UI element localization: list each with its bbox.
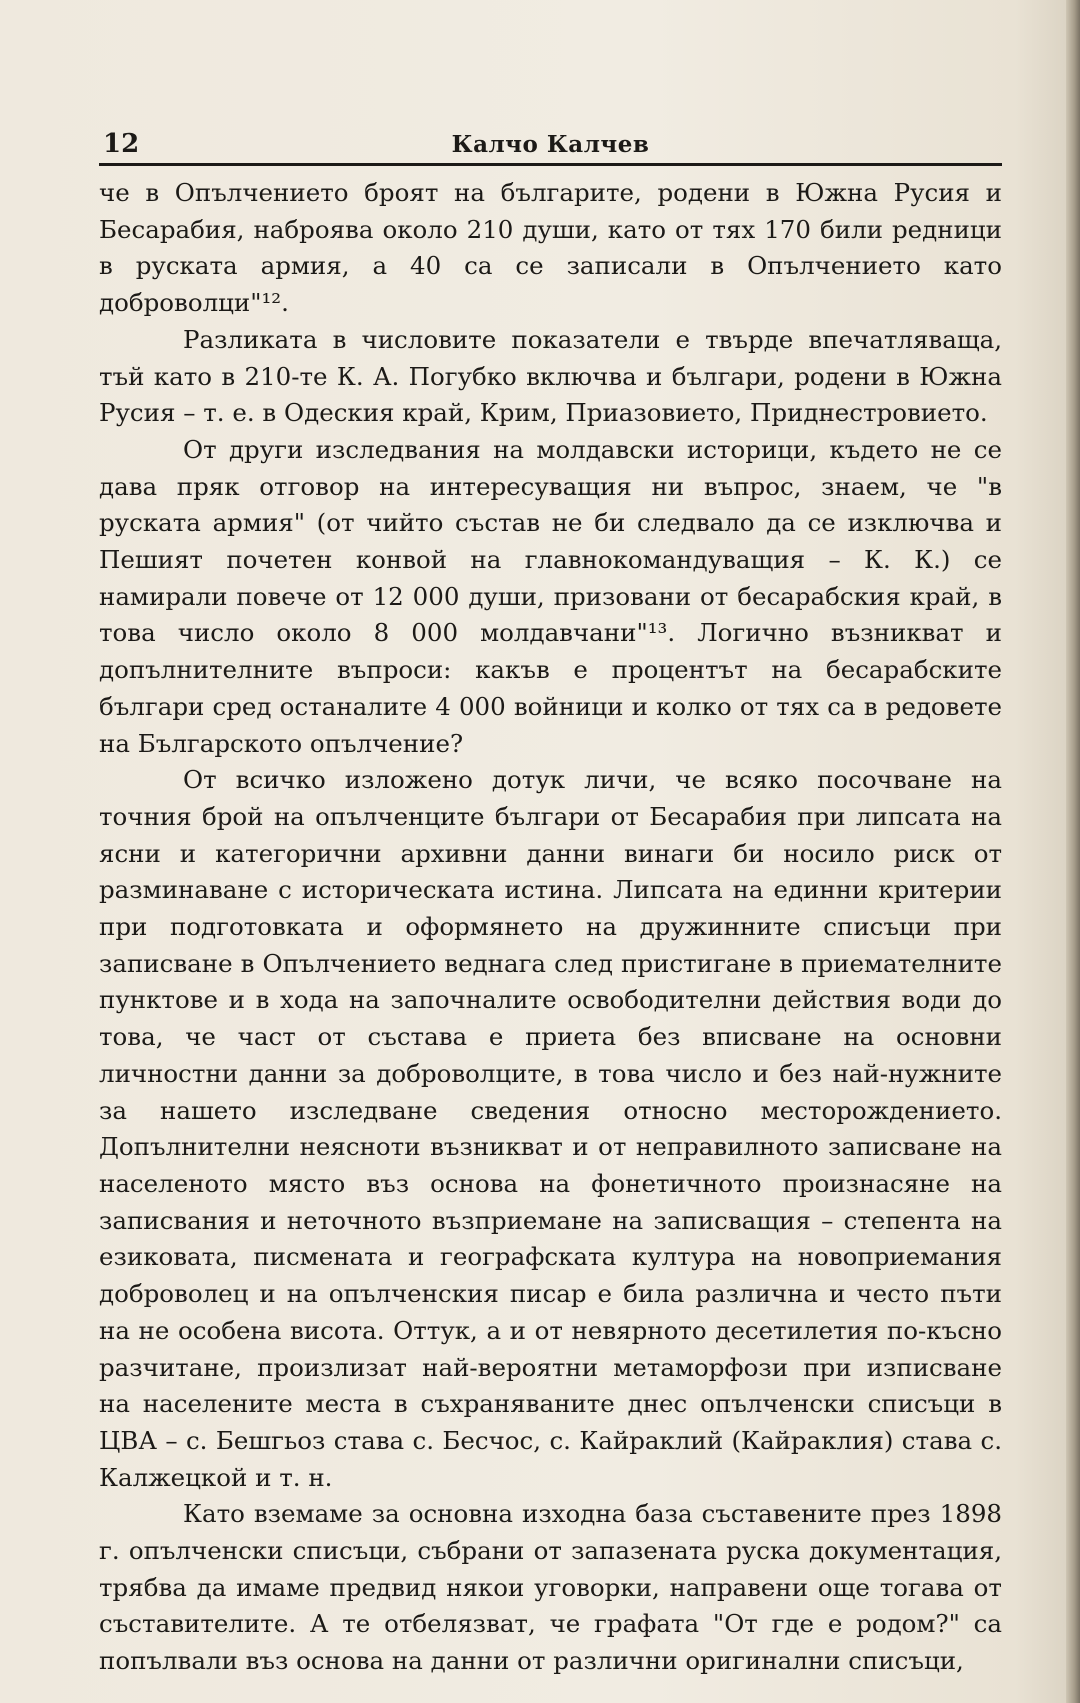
- header-rule: [99, 163, 1002, 166]
- paragraph-3: От други изследвания на молдавски историци, където не се дава пряк отговор на интересуващия ни въпрос, знаем, че "в руската армия" (от чийто състав не би следвало да се изключва и Пешият почетен конвой на главнокомандуващия – К. К.) се намирали повече от 12 000 души, призовани от бесарабския край, в това число около 8 000 молдавчани"¹³. Логично възникват и допълнителните въпроси: какъв е процентът на бесарабските българи сред останалите 4 000 войници и колко от тях са в редовете на Българското опълчение?: [99, 434, 1002, 758]
- body-text: [99, 175, 1002, 1680]
- paragraph-5: Като вземаме за основна изходна база съставените през 1898 г. опълченски списъци, събрани от запазената руска документация, трябва да имаме предвид някои уговорки, направени още тогава от съставителите. А те отбелязват, че графата "От где е родом?" са попълвали въз основа на данни от различни оригинални списъци,: [99, 1499, 1002, 1676]
- running-head-author: Калчо Калчев: [451, 131, 650, 158]
- page-number: 12: [103, 129, 140, 159]
- paragraph-4: От всичко изложено дотук личи, че всяко посочване на точния брой на опълченците българи от Бесарабия при липсата на ясни и категорични архивни данни винаги би носило риск от разминаване с историческата истина. Липсата на единни критерии при подготовката и оформянето на дружинните списъци при записване в Опълчението веднага след пристигане в приемателните пунктове и в хода на започналите освободителни действия води до това, че част от състава е приета без вписване на основни личностни данни за доброволците, в това число и без най-нужните за нашето изследване сведения относно месторождението. Допълнителни неясноти възникват и от неправилното записване на населеното място въз основа на фонетичното произнасяне на записвания и неточното възприемане на записващия – степента на езиковата, писмената и географската култура на новоприемания доброволец и на опълченския писар е била различна и често пъти на не особена висота. Оттук, а и от невярното десетилетия по-късно разчитане, произлизат най-вероятни метаморфози при изписване на населените места в съхраняваните днес опълченски списъци в ЦВА – с. Бешгьоз става с. Бесчос, с. Кайраклий (Кайраклия) става с. Калжецкой и т. н.: [99, 765, 1002, 1492]
- page-edge: [1066, 0, 1080, 1703]
- paragraph-1: че в Опълчението броят на българите, родени в Южна Русия и Бесарабия, наброява около 210 души, като от тях 170 били редници в руската армия, а 40 са се записали в Опълчението като доброволци"¹².: [99, 178, 1002, 318]
- page-header: [99, 125, 1002, 165]
- paragraph-2: Разликата в числовите показатели е твърде впечатляваща, тъй като в 210-те К. А. Погубко включва и българи, родени в Южна Русия – т. е. в Одеския край, Крим, Приазовието, Приднестровието.: [99, 324, 1002, 428]
